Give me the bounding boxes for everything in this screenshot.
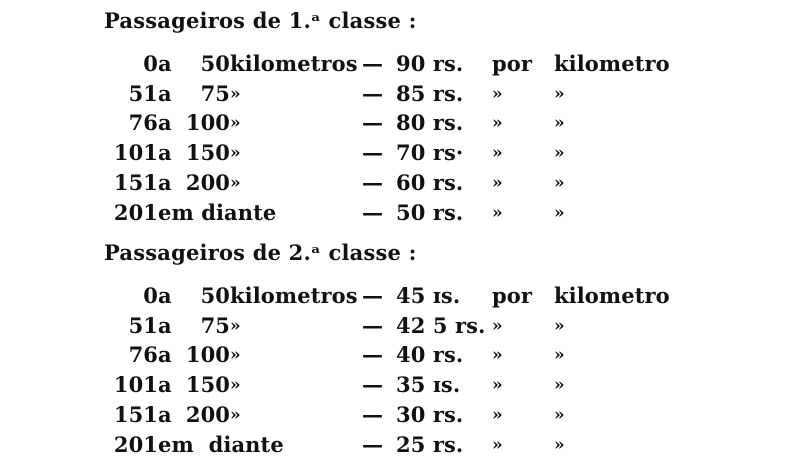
fare-price: 25 rs. xyxy=(396,431,464,457)
distance-conjunction: a xyxy=(158,372,172,398)
fare-price: 85 rs. xyxy=(396,80,464,106)
distance-to: 200 xyxy=(185,401,230,427)
table-row xyxy=(104,138,694,168)
distance-unit: » xyxy=(230,404,241,425)
dash-separator: — xyxy=(362,342,384,368)
fare-price: 70 rs· xyxy=(396,140,464,166)
fare-price: 45 ɪs. xyxy=(396,283,461,308)
distance-conjunction: a xyxy=(158,51,172,76)
distance-unit: » xyxy=(230,375,241,396)
distance-from: 76 xyxy=(128,342,158,368)
distance-to: 200 xyxy=(185,169,230,195)
distance-from: 101 xyxy=(113,140,158,166)
per-unit-label: » xyxy=(554,172,565,193)
fare-table-second-class xyxy=(104,281,694,459)
table-row xyxy=(104,198,694,228)
fare-price: 30 rs. xyxy=(396,401,464,427)
fare-price: 90 rs. xyxy=(396,51,464,76)
distance-unit: em diante xyxy=(158,431,284,457)
distance-conjunction: a xyxy=(158,110,172,136)
table-row xyxy=(104,79,694,109)
distance-from: 51 xyxy=(128,312,158,338)
table-row xyxy=(104,400,694,430)
distance-to: 100 xyxy=(185,110,230,136)
distance-to: 50 xyxy=(200,283,230,308)
table-row xyxy=(104,311,694,341)
distance-conjunction: a xyxy=(158,169,172,195)
distance-conjunction: a xyxy=(158,140,172,166)
section-heading: Passageiros de 2.ᵃ classe : xyxy=(104,240,417,265)
fare-price: 80 rs. xyxy=(396,110,464,136)
dash-separator: — xyxy=(362,110,384,136)
per-unit-label: » xyxy=(554,345,565,366)
distance-unit: kilometros xyxy=(230,51,358,76)
distance-from: 0 xyxy=(143,283,158,308)
distance-from: 51 xyxy=(128,80,158,106)
per-label: » xyxy=(492,404,503,425)
distance-unit: » xyxy=(230,143,241,164)
fare-table-first-class xyxy=(104,49,694,227)
per-label: » xyxy=(492,375,503,396)
per-label: por xyxy=(492,51,533,76)
dash-separator: — xyxy=(362,169,384,195)
per-unit-label: » xyxy=(554,83,565,104)
dash-separator: — xyxy=(362,140,384,166)
distance-from: 0 xyxy=(143,51,158,76)
per-unit-label: » xyxy=(554,143,565,164)
dash-separator: — xyxy=(362,283,384,308)
table-row xyxy=(104,281,694,311)
table-row xyxy=(104,370,694,400)
per-label: » xyxy=(492,113,503,134)
per-unit-label: kilometro xyxy=(554,283,670,308)
distance-to: 150 xyxy=(185,372,230,398)
distance-from: 151 xyxy=(113,169,158,195)
distance-to: 50 xyxy=(200,51,230,76)
distance-to: 100 xyxy=(185,342,230,368)
fare-section-second-class xyxy=(0,240,800,459)
table-row xyxy=(104,430,694,460)
distance-to: 75 xyxy=(200,80,230,106)
fare-price: 60 rs. xyxy=(396,169,464,195)
fare-price: 35 ɪs. xyxy=(396,372,461,398)
per-unit-label: » xyxy=(554,202,565,223)
distance-from: 151 xyxy=(113,401,158,427)
per-unit-label: » xyxy=(554,434,565,455)
fare-price: 42 5 rs. xyxy=(396,312,486,338)
table-row xyxy=(104,108,694,138)
distance-conjunction: a xyxy=(158,342,172,368)
fare-price: 40 rs. xyxy=(396,342,464,368)
distance-unit: » xyxy=(230,83,241,104)
per-label: » xyxy=(492,315,503,336)
per-unit-label: » xyxy=(554,113,565,134)
per-label: » xyxy=(492,345,503,366)
dash-separator: — xyxy=(362,401,384,427)
distance-from: 201 xyxy=(113,199,158,225)
per-label: » xyxy=(492,172,503,193)
per-label: » xyxy=(492,202,503,223)
distance-unit: » xyxy=(230,345,241,366)
distance-conjunction: a xyxy=(158,312,172,338)
per-label: por xyxy=(492,283,533,308)
per-unit-label: » xyxy=(554,315,565,336)
distance-from: 201 xyxy=(113,431,158,457)
fare-price: 50 rs. xyxy=(396,199,464,225)
distance-to: 150 xyxy=(185,140,230,166)
per-unit-label: » xyxy=(554,404,565,425)
distance-conjunction: a xyxy=(158,283,172,308)
per-label: » xyxy=(492,83,503,104)
distance-to: 75 xyxy=(200,312,230,338)
dash-separator: — xyxy=(362,312,384,338)
per-unit-label: » xyxy=(554,375,565,396)
distance-unit: kilometros xyxy=(230,283,358,308)
distance-unit: » xyxy=(230,172,241,193)
section-heading: Passageiros de 1.ᵃ classe : xyxy=(104,8,417,33)
per-label: » xyxy=(492,143,503,164)
distance-unit: em diante xyxy=(158,199,277,225)
dash-separator: — xyxy=(362,51,384,76)
dash-separator: — xyxy=(362,372,384,398)
per-label: » xyxy=(492,434,503,455)
dash-separator: — xyxy=(362,199,384,225)
distance-conjunction: a xyxy=(158,80,172,106)
table-row xyxy=(104,340,694,370)
table-row xyxy=(104,49,694,79)
table-row xyxy=(104,168,694,198)
distance-conjunction: a xyxy=(158,401,172,427)
dash-separator: — xyxy=(362,80,384,106)
per-unit-label: kilometro xyxy=(554,51,670,76)
distance-from: 76 xyxy=(128,110,158,136)
fare-section-first-class xyxy=(0,8,800,227)
distance-unit: » xyxy=(230,113,241,134)
distance-unit: » xyxy=(230,315,241,336)
distance-from: 101 xyxy=(113,372,158,398)
dash-separator: — xyxy=(362,431,384,457)
